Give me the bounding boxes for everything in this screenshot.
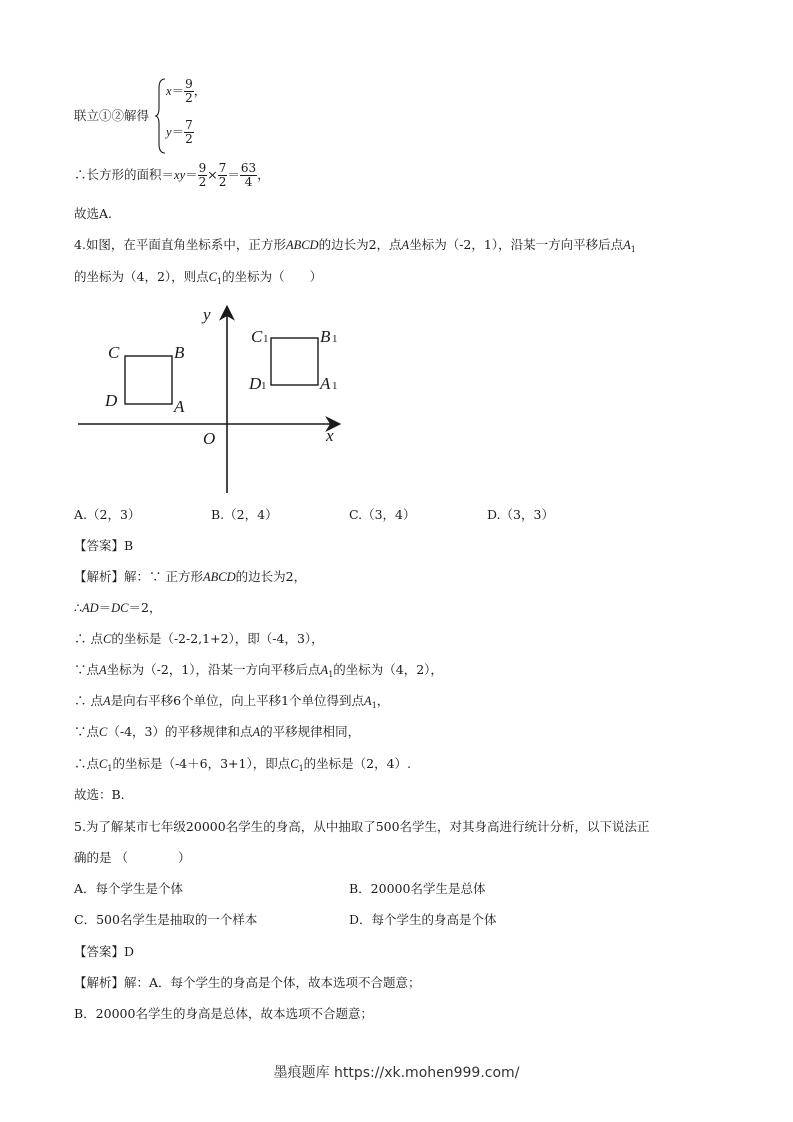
left-brace [154,78,166,154]
q4-analysis-line6: ∵点C（-4，3）的平移规律和点A的平移规律相同， [74,724,361,739]
label-b1-sub: 1 [332,333,338,345]
label-c1: C [251,327,263,346]
q5-option-c: C．500名学生是抽取的一个样本 [74,912,258,927]
label-b: B [174,343,185,362]
x-axis-label: x [326,426,334,445]
q5-option-d: D．每个学生的身高是个体 [349,912,497,927]
q5-stem-line1: 5.为了解某市七年级20000名学生的身高，从中抽取了500名学生，对其身高进行统计分析，以下说法正 [74,819,650,834]
system-solution-label: 联立①②解得 [74,108,150,123]
footer-watermark: 墨痕题库 https://xk.mohen999.com/ [273,1065,520,1081]
q5-option-b: B．20000名学生是总体 [349,881,486,896]
y-solution: y＝ $\frac{7}{2}$ [166,118,193,146]
q4-option-a: A.（2，3） [74,507,141,522]
area-line: ∴长方形的面积＝xy＝ $\frac{9}{2}$ × $\frac{7}{2}$ ＝ $\frac{63}{4}$ ， [74,161,270,189]
q5-analysis-line1: 【解析】解：A．每个学生的身高是个体，故本选项不合题意； [74,975,421,990]
q4-analysis-line4: ∵点A坐标为（-2，1），沿某一方向平移后点$A_1$的坐标为（4，2）， [74,662,443,679]
q4-option-d: D.（3，3） [487,507,554,522]
label-a1: A [320,374,331,393]
label-d1-sub: 1 [261,380,267,392]
q4-analysis-line1: 【解析】解：∵ 正方形ABCD的边长为2， [74,569,307,584]
q4-analysis-line8: 故选：B. [74,787,125,802]
label-d1: D [249,374,262,393]
x-solution: x＝ $\frac{9}{2}$ ， [166,77,207,105]
origin-label: O [203,429,216,448]
q4-stem-line1: 4.如图，在平面直角坐标系中，正方形ABCD的边长为2，点A坐标为（-2，1），沿某一方向平移后点$A_1$ [74,237,636,254]
q5-stem-line2: 确的是 （ ） [74,850,191,865]
q5-answer: 【答案】D [74,944,135,959]
q4-analysis-line3: ∴ 点C的坐标是（-2-2,1+2），即（-4，3）， [74,631,324,646]
q4-stem-line2: 的坐标为（4，2），则点$C_1$的坐标为（ ） [74,269,323,286]
label-c: C [108,343,120,362]
q4-analysis-line2: ∴AD＝DC＝2， [74,600,162,615]
y-axis-label: y [203,305,211,324]
conclusion-a: 故选A. [74,206,113,221]
label-d: D [105,391,118,410]
q4-answer: 【答案】B [74,538,134,553]
q4-analysis-line7: ∴点$C_1$的坐标是（-4＋6，3+1），即点$C_1$的坐标是（2，4）. [74,756,412,773]
label-a: A [174,397,185,416]
q5-analysis-line2: B．20000名学生的身高是总体，故本选项不合题意； [74,1006,373,1021]
q4-option-b: B.（2，4） [211,507,278,522]
square-a1b1c1d1 [271,338,318,385]
label-a1-sub: 1 [332,380,338,392]
q5-option-a: A．每个学生是个体 [74,881,184,896]
coordinate-figure [70,300,350,500]
square-abcd [125,356,172,404]
q4-analysis-line5: ∴ 点A是向右平移6个单位，向上平移1个单位得到点$A_1$， [74,693,390,710]
label-c1-sub: 1 [263,333,269,345]
label-b1: B [320,327,331,346]
q4-option-c: C.（3，4） [349,507,416,522]
